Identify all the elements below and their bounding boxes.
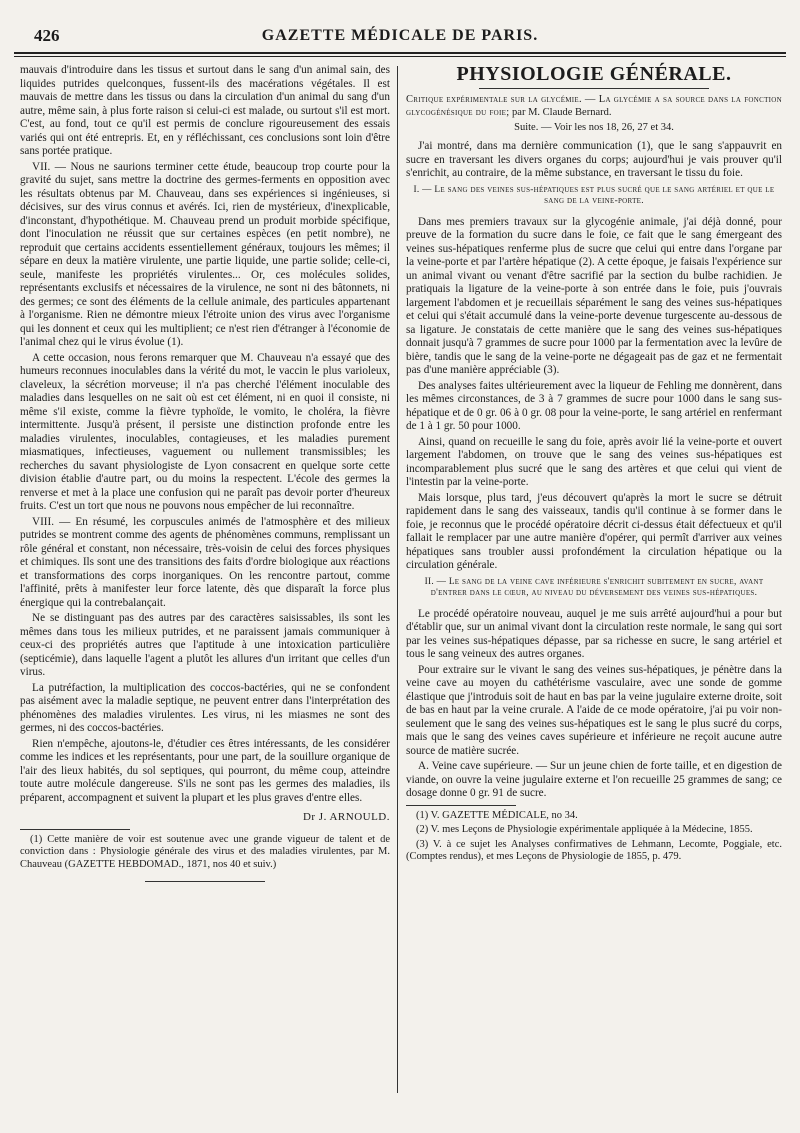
- paragraph: VII. — Nous ne saurions terminer cette étude, beaucoup trop courte pour la gravité du sujet, sans mettre la doctrine des germes-ferments en opposition avec les résultats obtenus par M. Chauveau, dans ses expériences si ingénieuses, si décisives, sur des virus connus et avérés. Ici, rien de mystérieux, d'inexplicable, d'inconstant, d'hypothétique. M. Chauveau prend un produit morbide spécifique, dont l'inoculation ne réussit que sur certaines espèces (en petit nombre), ne reproduit que certains accidents essentiellement généraux, toujours les mêmes; il sépare en deux la matière virulente, une partie liquide, une partie solide; celle-ci, seule, manifeste les propriétés virulentes... Or, ces molécules solides, représentants exclusifs et nécessaires de la virulence, ne sont ni des bâtonnets, ni des germes; ce sont des éléments de la cellule animale, des particules appartenant à l'organisme. Rien ne démontre mieux l'étroite union des virus avec l'organisme qui les donnent et ceux qui les multiplient; ce n'est rien d'étranger à l'économie de l'animal chez qui le virus évolue (1).: [20, 160, 390, 348]
- paragraph: A. Veine cave supérieure. — Sur un jeune chien de forte taille, et en digestion de viande, on ouvre la veine jugulaire externe et l'on recueille 25 grammes de sang; ce dosage donne 0 gr. 91 de sucre.: [406, 760, 782, 799]
- continuation-note: Suite. — Voir les nos 18, 26, 27 et 34.: [514, 121, 674, 133]
- article-heading-caps: Critique expérimentale sur la glycémie. — La glycémie a sa source dans la fonction glycogénésique du foie;: [406, 93, 782, 118]
- subheading: I. — Le sang des veines sus-hépatiques est plus sucré que le sang artériel et que le sang de la veine-porte.: [413, 184, 775, 206]
- right-column: [406, 64, 782, 866]
- page-number: 426: [34, 26, 60, 45]
- paragraph: Ne se distinguant pas des autres par des caractères saisissables, ils sont les mêmes dans tous les milieux putrides, et ne paraissent jamais communiquer à ceux-ci des propriétés autres que l'aptitude à une intoxication particulière (septicémie), dans laquelle l'agent a plutôt les allures d'un irritant que celles d'un virus.: [20, 612, 390, 678]
- paragraph: VIII. — En résumé, les corpuscules animés de l'atmosphère et des milieux putrides se montrent comme des agents de phénomènes communs, remplissant un rôle général et constant, non nécessaire, très-voisin de celui des forces physiques et chimiques. Ils sont une des transitions des faits d'ordre biologique aux réactions et transformations des corps inorganiques. On les rencontre partout, comme l'affinité, prêts à manifester leur force latente, dès que disparaît la force plus énergique qui la contrebalançait.: [20, 515, 390, 609]
- section-title: PHYSIOLOGIE GÉNÉRALE.: [456, 63, 732, 85]
- article-heading: [406, 93, 782, 119]
- end-rule: [145, 881, 265, 882]
- paragraph: Le procédé opératoire nouveau, auquel je me suis arrêté aujourd'hui a pour but d'établir que, sur un animal vivant dont la circulation reste normale, le sang qui sort par les veines sus-hépatiques dépasse, par sa richesse en sucre, le sang artériel et tous le sang veineux des autres organes.: [406, 607, 782, 660]
- column-divider: [397, 66, 398, 1093]
- paragraph: Dans mes premiers travaux sur la glycogénie animale, j'ai déjà donné, pour preuve de la formation du sucre dans le foie, ce fait que le sang émergeant des veines sus-hépatiques renferme plus de sucre que celui qui entre dans l'organe par la veine-porte et par l'artère hépatique (2). A cette époque, je faisais l'expérience sur un animal vivant ou venant d'être sacrifié par la section du bulbe rachidien. Je pratiquais la ligature de la veine-porte à son entrée dans le foie, puis j'ouvrais largement l'abdomen et je recueillais séparément le sang des veines sus-hépatiques et celui qui s'était accumulé dans la veine-porte devenue turgescente au-dessous de sa ligature. Je constatais de cette manière que le sang des veines sus-hépatiques donnait jusqu'à 7 grammes de sucre pour 1000 par la fermentation avec la levûre de bière, tandis que le sang de la veine-porte ne dégageait pas de gaz et ne fermentait pas d'une manière appréciable (3).: [406, 215, 782, 376]
- paragraph: Rien n'empêche, ajoutons-le, d'étudier ces êtres intéressants, de les considérer comme les indices et les représentants, pour une part, de la souillure organique de l'air des lieux habités, du sol septiques, qui pourront, du même coup, atteindre toute autre molécule dangereuse. S'ils ne sont pas les germes des maladies, ils préparent, accompagnent et suivent la plupart et les plus graves d'entre elles.: [20, 737, 390, 804]
- header-rule-thin: [14, 56, 786, 57]
- footnote: (2) V. mes Leçons de Physiologie expérimentale appliquée à la Médecine, 1855.: [416, 824, 753, 835]
- paragraph: Mais lorsque, plus tard, j'eus découvert qu'après la mort le sucre se détruit rapidement dans le sang des vaisseaux, tandis qu'il continue à se former dans le foie, je reconnus que le procédé opératoire décrit ci-dessus était défectueux et qu'il fallait le remplacer par une autre manière d'opérer, qui permît d'arriver aux veines hépatiques sans troubler aussi profondément la circulation hépatique ou la circulation générale.: [406, 491, 782, 571]
- author-signature: Dr J. ARNOULD.: [302, 811, 390, 823]
- header-rule: [14, 52, 786, 54]
- footnote: (1) Cette manière de voir est soutenue avec une grande vigueur de talent et de conviction dans : Physiologie générale des virus et des maladies virulentes, par M. Chauveau (GAZETTE HEBDOMAD., 1871, nos 40 et suiv.): [20, 833, 390, 870]
- paragraph: Ainsi, quand on recueille le sang du foie, après avoir lié la veine-porte et ouvert largement l'abdomen, on trouve que le sang des veines sus-hépatiques est incomparablement plus sucré que le sang des artères et que celui qui vient de l'intestin par la veine-porte.: [406, 435, 782, 488]
- journal-title: GAZETTE MÉDICALE DE PARIS.: [261, 27, 539, 44]
- page-header: [16, 26, 784, 48]
- subheading: II. — Le sang de la veine cave inférieure s'enrichit subitement en sucre, avant d'entrer dans le cœur, au niveau du déversement des veines sus-hépatiques.: [424, 576, 764, 598]
- paragraph: mauvais d'introduire dans les tissus et surtout dans le sang d'un animal sain, des liquides putrides quelconques, fussent-ils des macérations végétales. Il est mauvais de mettre dans les tissus ou dans la circulation d'un animal du sang d'un autre, même sain, à plus forte raison si celui-ci est malade, ou surtout s'il est mort. C'est, au fond, tout ce qu'il est permis de conclure rigoureusement des essais variés qui ont été entrepris. Et, en y réfléchissant, ces conclusions sont loin d'être sans portée pratique.: [20, 64, 390, 157]
- footnote-rule: [406, 805, 516, 806]
- section-rule: [479, 88, 709, 89]
- footnote: (3) V. à ce sujet les Analyses confirmatives de Lehmann, Lecomte, Poggiale, etc. (Comptes rendus), et mes Leçons de Physiologie de 1855, p. 479.: [406, 838, 782, 862]
- paragraph: J'ai montré, dans ma dernière communication (1), que le sang s'appauvrit en sucre en traversant les divers organes du corps; aujourd'hui je vais prouver qu'il s'enrichit, au contraire, de la même substance, en traversant le tissu du foie.: [406, 140, 782, 179]
- footnote: (1) V. GAZETTE MÉDICALE, no 34.: [416, 809, 578, 821]
- paragraph: A cette occasion, nous ferons remarquer que M. Chauveau n'a essayé que des humeurs reconnues inoculables dans la vérité du mot, le vaccin le plus varioleux, claveleux, la sécrétion morveuse; il n'a pas cherché l'élément inoculable des maladies dans lesquelles on ne sait où est cet élément, ni en quoi il consiste, ni même s'il existe, comme la fièvre typhoïde, le vomito, le choléra, la fièvre intermittente. Jusqu'à présent, il persiste une distinction profonde entre les maladies virulentes, inoculables, contagieuses, et les maladies purement miasmatiques, infectieuses, vaguement ou nullement transmissibles; les recherches du savant physiologiste de Lyon consacrent en quelque sorte cette division établie d'autre part, ou du moins la respectent. L'école des germes la renverse et met à la place une confusion qui ne paraît pas devoir porter d'heureux fruits. C'est un tort que nous ne pouvons nous empêcher de lui reconnaître.: [20, 351, 390, 512]
- paragraph: Pour extraire sur le vivant le sang des veines sus-hépatiques, je pénètre dans la veine cave au moyen du cathétérisme vasculaire, avec une sonde de gomme élastique que j'introduis soit de haut en bas par la veine jugulaire externe droite, soit de bas en haut par la veine crurale. A l'aide de ce mode opératoire, j'ai pu voir non-seulement que le sang des veines sus-hépatiques est le sang le plus sucré du corps, mais que le sang des veines caves supérieure et inférieure ne reçoit aucune autre source de matière sucrée.: [406, 663, 782, 757]
- left-column: [20, 64, 390, 882]
- paragraph: La putréfaction, la multiplication des coccos-bactéries, qui ne se confondent pas aisément avec la maladie septique, ne peuvent entrer dans l'interprétation des phénomènes des maladies virulentes. Les virus, ni les miasmes ne sont des germes, ni des coccos-bactéries.: [20, 681, 390, 734]
- footnote-rule: [20, 829, 130, 830]
- paragraph: Des analyses faites ultérieurement avec la liqueur de Fehling me donnèrent, dans les mêmes circonstances, de 3 à 7 grammes de sucre pour 1000 dans le sang sus-hépatique et de 0 gr. 06 à 0 gr. 08 pour la veine-porte, le sang artériel en renfermant de 1 à 1 gr. 50 pour 1000.: [406, 379, 782, 432]
- article-author: par M. Claude Bernard.: [512, 106, 612, 118]
